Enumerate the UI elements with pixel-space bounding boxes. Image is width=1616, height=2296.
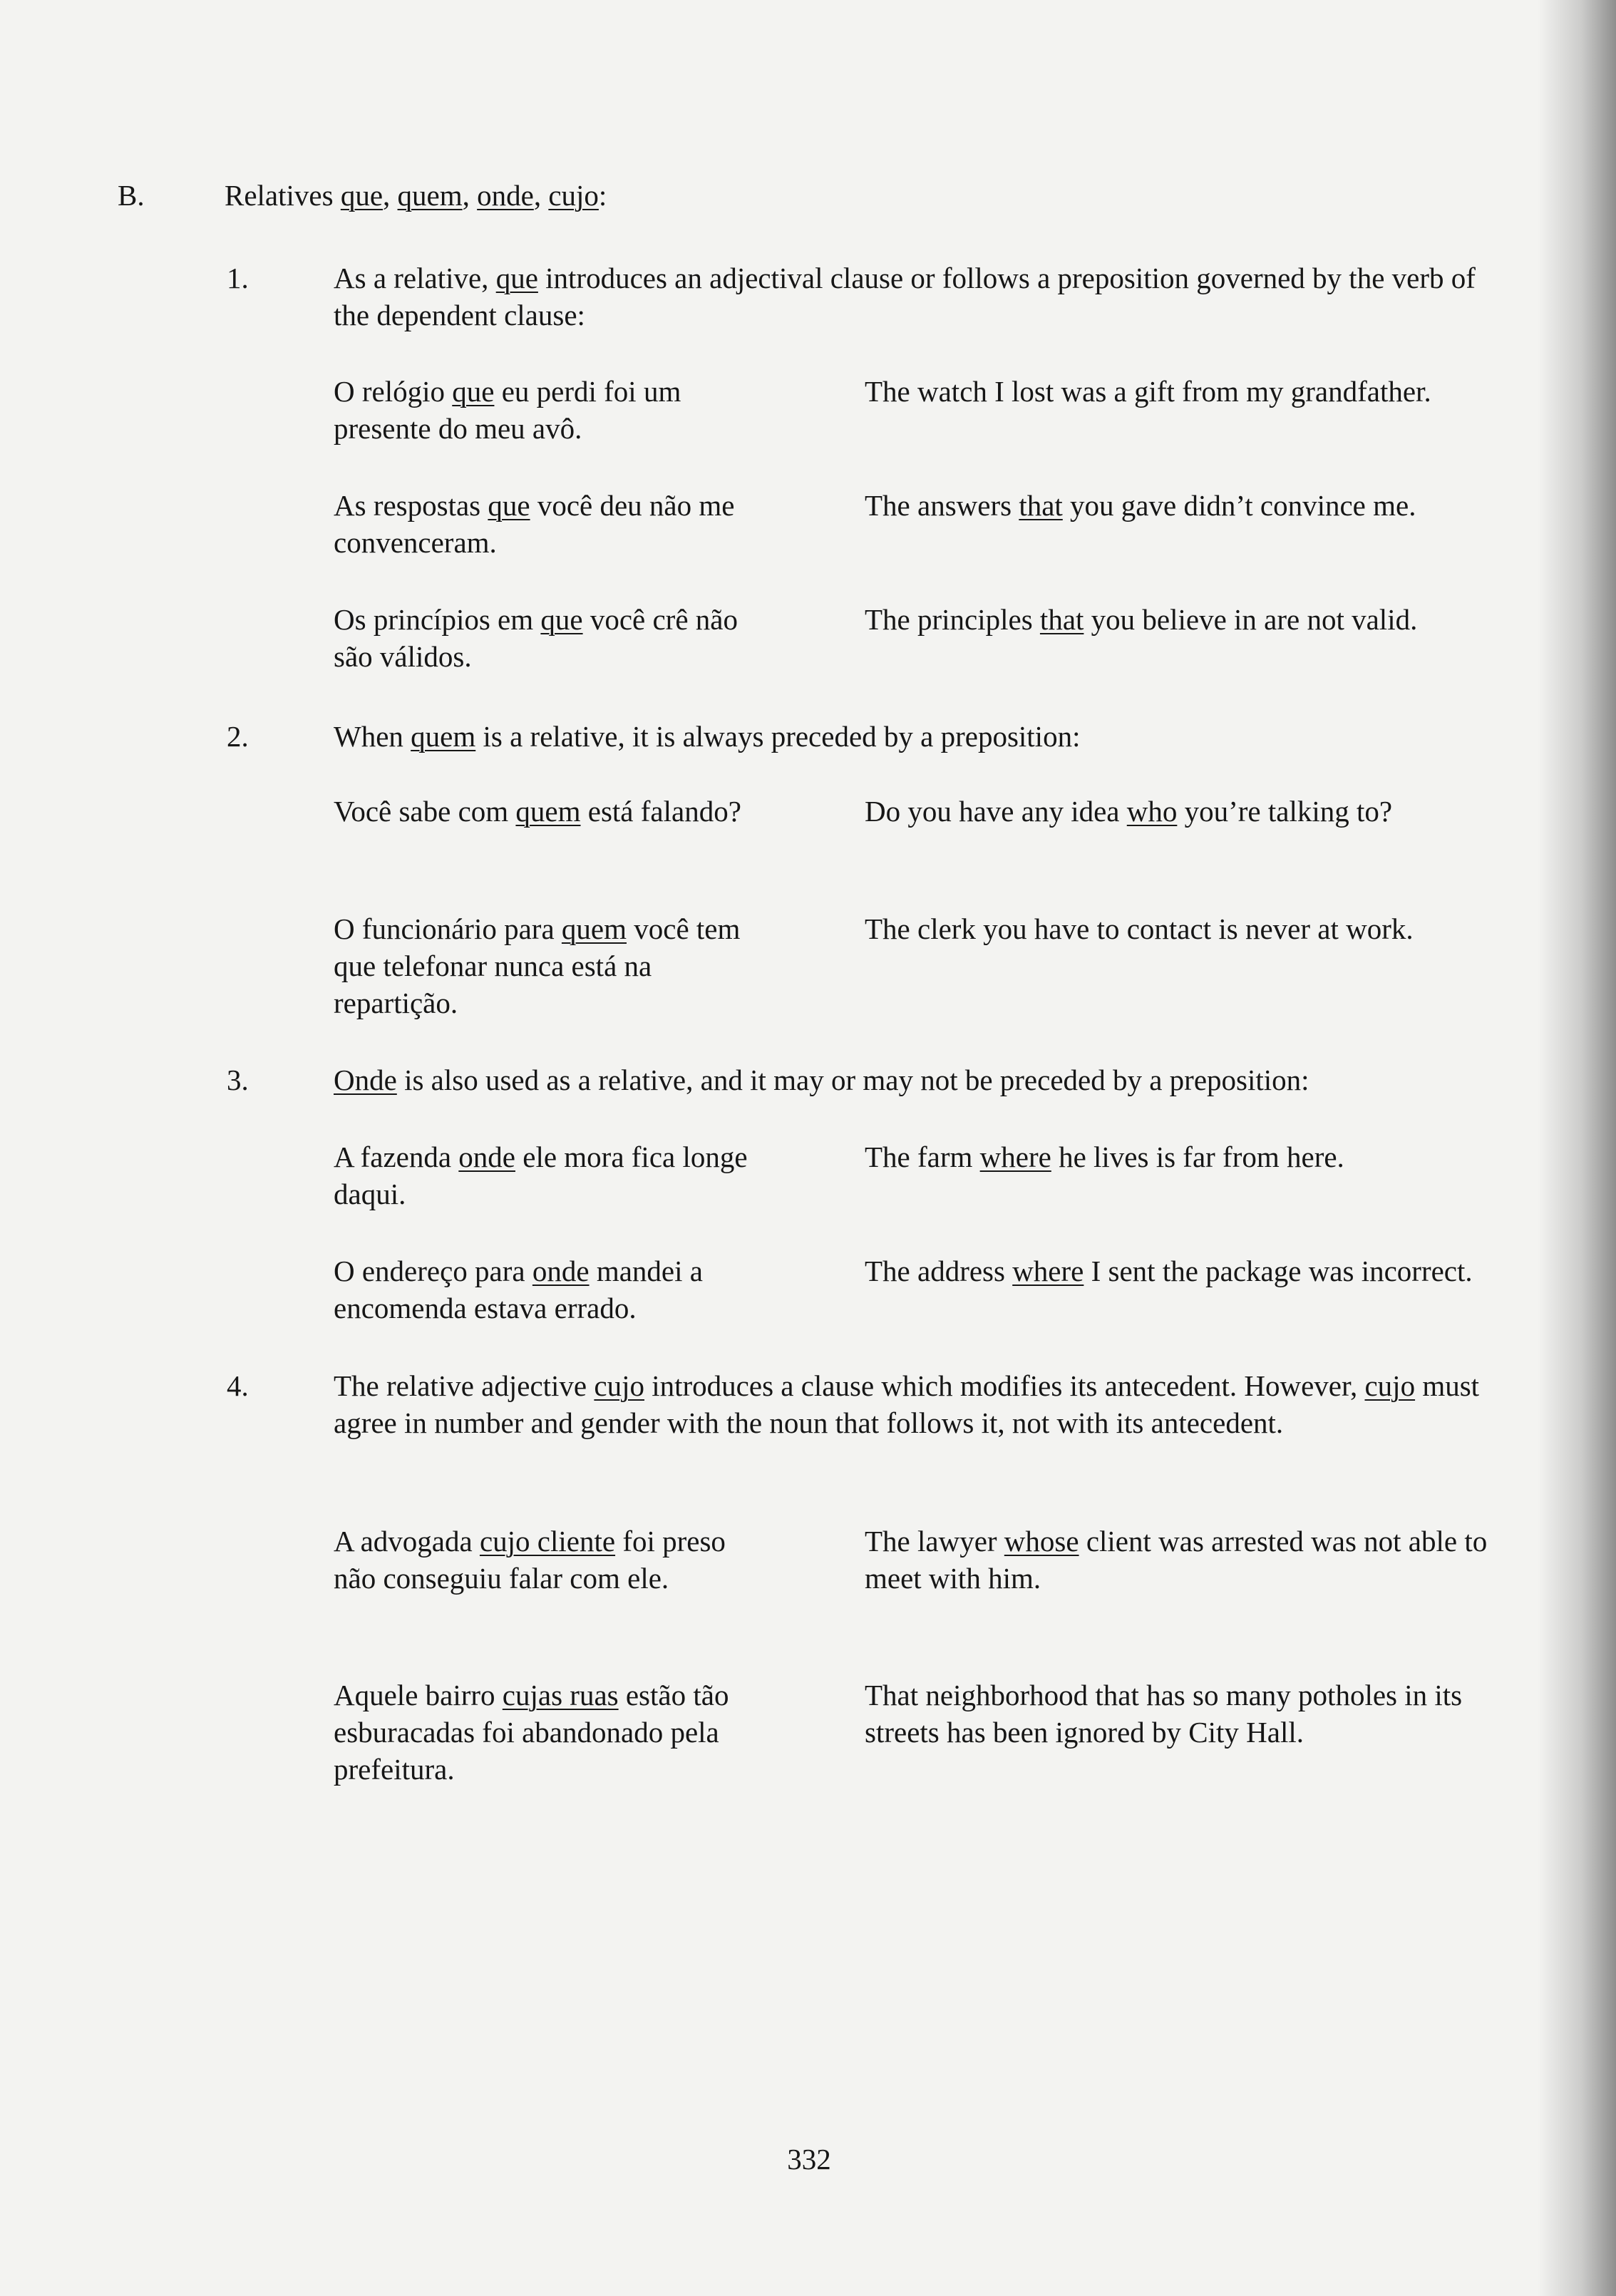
- portuguese-example: [334, 1523, 761, 1597]
- text-run: The principles: [865, 603, 1040, 636]
- text-run: mandei a encomenda estava errado.: [334, 1255, 703, 1324]
- heading-word: quem: [397, 179, 463, 212]
- text-run: introduces an adjectival clause or follows a preposition governed by the verb of the dependent clause:: [334, 262, 1476, 331]
- text-run: O endereço para: [334, 1255, 532, 1287]
- text-run: Os princípios em: [334, 603, 541, 636]
- text-run: he lives is far from here.: [1051, 1141, 1344, 1173]
- text-run: you believe in are not valid.: [1084, 603, 1418, 636]
- text-run: introduces a clause which modifies its antecedent. However,: [644, 1369, 1365, 1402]
- english-translation: [865, 1138, 1528, 1175]
- underlined-word: cujo cliente: [479, 1525, 616, 1558]
- text-run: foi preso não conseguiu falar com ele.: [334, 1525, 726, 1595]
- text-run: eu perdi foi um presente do meu avô.: [334, 375, 681, 445]
- english-translation: [865, 910, 1528, 947]
- item-text: [334, 1367, 1517, 1441]
- underlined-word: that: [1019, 489, 1063, 522]
- text-run: estão tão esburacadas foi abandonado pela prefeitura.: [334, 1679, 729, 1786]
- text-run: must agree in number and gender with the noun that follows it, not with its antecedent.: [334, 1369, 1480, 1439]
- portuguese-example: [334, 487, 761, 561]
- underlined-word: Onde: [334, 1064, 397, 1096]
- text-run: The farm: [865, 1141, 980, 1173]
- text-run: The clerk you have to contact is never at work.: [865, 912, 1414, 945]
- text-run: The relative adjective: [334, 1369, 595, 1402]
- text-run: When: [334, 720, 411, 753]
- item-text: [334, 718, 1517, 755]
- portuguese-example: [334, 601, 761, 675]
- heading-word: que: [340, 179, 384, 212]
- text-run: Aquele bairro: [334, 1679, 503, 1711]
- item-number: 4.: [227, 1369, 249, 1402]
- item-number: 3.: [227, 1064, 249, 1096]
- text-run: você tem que telefonar nunca está na repartição.: [334, 912, 741, 1019]
- english-translation: [865, 1523, 1528, 1597]
- text-run: The address: [865, 1255, 1013, 1287]
- text-run: O funcionário para: [334, 912, 562, 945]
- underlined-word: whose: [1004, 1525, 1079, 1558]
- text-run: O relógio: [334, 375, 453, 408]
- underlined-word: que: [452, 375, 495, 408]
- text-run: The lawyer: [865, 1525, 1004, 1558]
- portuguese-example: [334, 910, 761, 1021]
- english-translation: [865, 487, 1528, 524]
- heading-word: onde: [477, 179, 534, 212]
- text-run: A fazenda: [334, 1141, 459, 1173]
- section-title: Relatives que, quem, onde, cujo:: [225, 179, 607, 212]
- portuguese-example: [334, 373, 761, 447]
- item-number: 2.: [227, 720, 249, 753]
- text-run: That neighborhood that has so many potholes in its streets has been ignored by City Hall.: [865, 1679, 1463, 1749]
- text-run: I sent the package was incorrect.: [1084, 1255, 1473, 1287]
- text-run: Do you have any idea: [865, 795, 1127, 828]
- english-translation: [865, 373, 1528, 410]
- text-run: As a relative,: [334, 262, 496, 294]
- portuguese-example: [334, 1138, 761, 1213]
- page-number: 332: [787, 2143, 831, 2176]
- text-run: is also used as a relative, and it may or may not be preceded by a preposition:: [396, 1064, 1309, 1096]
- underlined-word: where: [1012, 1255, 1084, 1287]
- portuguese-example: [334, 1252, 761, 1327]
- text-run: The watch I lost was a gift from my grandfather.: [865, 375, 1431, 408]
- underlined-word: quem: [411, 720, 476, 753]
- text-run: client was arrested was not able to meet with him.: [865, 1525, 1488, 1595]
- portuguese-example: [334, 1677, 761, 1788]
- underlined-word: que: [488, 489, 530, 522]
- item-text: [334, 1061, 1517, 1098]
- text-run: is a relative, it is always preceded by a preposition:: [475, 720, 1081, 753]
- english-translation: [865, 793, 1528, 830]
- underlined-word: que: [495, 262, 538, 294]
- page-edge-shadow: [1538, 0, 1616, 2296]
- section-letter: B.: [118, 179, 145, 212]
- english-translation: [865, 1252, 1528, 1289]
- text-run: you’re talking to?: [1177, 795, 1393, 828]
- item-number: 1.: [227, 262, 249, 294]
- underlined-word: cujas ruas: [502, 1679, 619, 1711]
- portuguese-example: [334, 793, 761, 830]
- english-translation: [865, 601, 1528, 638]
- underlined-word: onde: [458, 1141, 515, 1173]
- text-run: As respostas: [334, 489, 488, 522]
- underlined-word: quem: [515, 795, 581, 828]
- text-run: you gave didn’t convince me.: [1062, 489, 1416, 522]
- text-run: The answers: [865, 489, 1019, 522]
- underlined-word: where: [979, 1141, 1051, 1173]
- text-run: Você sabe com: [334, 795, 516, 828]
- underlined-word: cujo: [594, 1369, 644, 1402]
- text-run: você crê não são válidos.: [334, 603, 738, 673]
- heading-word: cujo: [548, 179, 599, 212]
- text-run: você deu não me convenceram.: [334, 489, 735, 559]
- text-run: está falando?: [580, 795, 741, 828]
- text-run: A advogada: [334, 1525, 480, 1558]
- underlined-word: que: [540, 603, 583, 636]
- english-translation: [865, 1677, 1528, 1751]
- underlined-word: cujo: [1364, 1369, 1416, 1402]
- underlined-word: onde: [532, 1255, 590, 1287]
- underlined-word: who: [1126, 795, 1178, 828]
- underlined-word: that: [1039, 603, 1084, 636]
- underlined-word: quem: [561, 912, 627, 945]
- text-run: ele mora fica longe daqui.: [334, 1141, 748, 1210]
- item-text: [334, 259, 1517, 334]
